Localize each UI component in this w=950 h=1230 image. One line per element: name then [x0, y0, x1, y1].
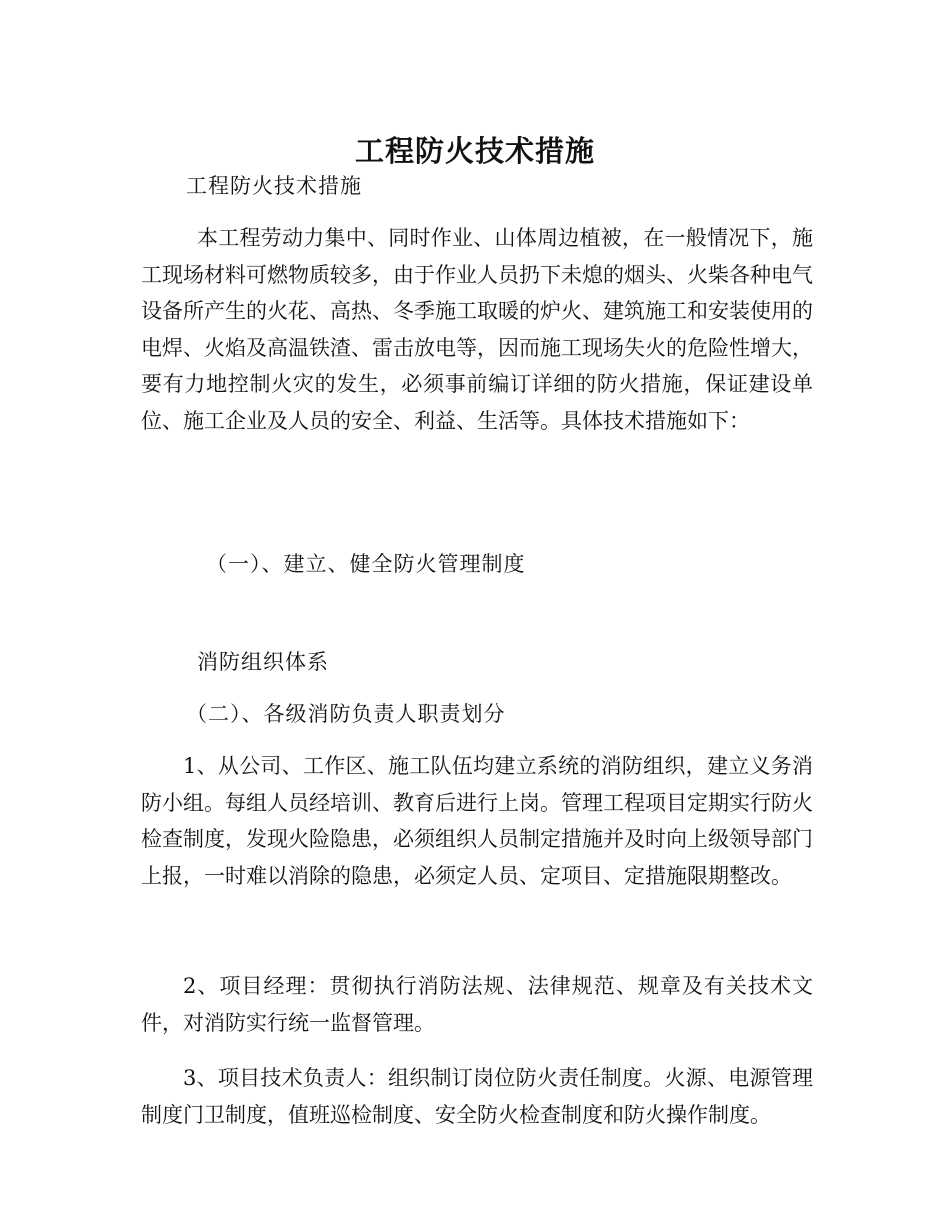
fire-organization-heading: 消防组织体系 [197, 650, 329, 674]
section-heading-1: （一）、建立、健全防火管理制度 [206, 552, 526, 576]
list-item-1: 1、从公司、工作区、施工队伍均建立系统的消防组织，建立义务消防小组。每组人员经培训、教育后进行上岗。管理工程项目定期实行防火检查制度，发现火险隐患，必须组织人员制定措施并及时向上级领导部门上报，一时难以消除的隐患，必须定人员、定项目、定措施限期整改。 [141, 754, 813, 888]
list-item-3: 3、项目技术负责人：组织制订岗位防火责任制度。火源、电源管理制度门卫制度，值班巡检制度、安全防火检查制度和防火操作制度。 [141, 1066, 813, 1127]
section-heading-2: （二）、各级消防负责人职责划分 [186, 702, 506, 726]
list-item-2: 2、项目经理：贯彻执行消防法规、法律规范、规章及有关技术文件，对消防实行统一监督管理。 [141, 974, 813, 1035]
intro-paragraph: 本工程劳动力集中、同时作业、山体周边植被，在一般情况下，施工现场材料可燃物质较多，由于作业人员扔下未熄的烟头、火柴各种电气设备所产生的火花、高热、冬季施工取暖的炉火、建筑施工和安装使用的电焊、火焰及高温铁渣、雷击放电等，因而施工现场失火的危险性增大，要有力地控制火灾的发生，必须事前编订详细的防火措施，保证建设单位、施工企业及人员的安全、利益、生活等。具体技术措施如下： [141, 226, 813, 433]
document-subtitle: 工程防火技术措施 [186, 174, 362, 198]
document-title: 工程防火技术措施 [354, 134, 595, 169]
